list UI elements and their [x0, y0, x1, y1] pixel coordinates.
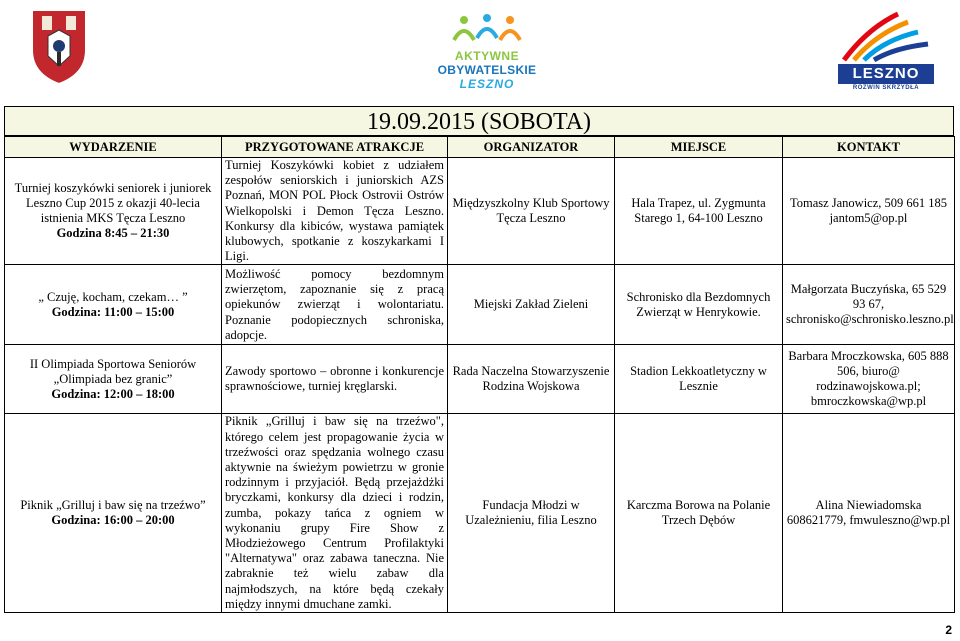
event-time: Godzina 8:45 – 21:30: [56, 226, 170, 241]
event-cell: [5, 265, 222, 345]
leszno-logo: [838, 8, 936, 92]
event-time: Godzina: 16:00 – 20:00: [51, 513, 175, 528]
event-name: II Olimpiada Sportowa Seniorów „Olimpiada bez granic”: [29, 356, 197, 386]
place-cell: Schronisko dla Bezdomnych Zwierząt w Henrykowie.: [615, 265, 783, 345]
organizer-cell: Międzyszkolny Klub Sportowy Tęcza Leszno: [448, 158, 615, 265]
attractions-cell: Zawody sportowo – obronne i konkurencje sprawnościowe, turniej kręglarski.: [222, 345, 448, 414]
organizer-cell: Fundacja Młodzi w Uzależnieniu, filia Leszno: [448, 414, 615, 613]
contact-cell: Barbara Mroczkowska, 605 888 506, biuro@ rodzinawojskowa.pl; bmroczkowska@wp.pl: [783, 345, 955, 414]
logo-line-2: OBYWATELSKIE: [437, 63, 537, 77]
col-header-attractions: PRZYGOTOWANE ATRAKCJE: [222, 137, 448, 158]
people-icon: [452, 12, 522, 44]
contact-cell: Małgorzata Buczyńska, 65 529 93 67, schronisko@schronisko.leszno.pl: [783, 265, 955, 345]
organizer-cell: Miejski Zakład Zieleni: [448, 265, 615, 345]
leszno-wordmark: LESZNO: [838, 64, 934, 84]
col-header-contact: KONTAKT: [783, 137, 955, 158]
table-header-row: [5, 137, 955, 158]
table-row: [5, 158, 955, 265]
place-cell: Karczma Borowa na Polanie Trzech Dębów: [615, 414, 783, 613]
coat-of-arms-icon: [28, 6, 90, 86]
page-number: 2: [945, 623, 952, 637]
event-cell: [5, 414, 222, 613]
logo-line-1: AKTYWNE: [454, 49, 520, 63]
event-cell: [5, 158, 222, 265]
events-table: [4, 136, 955, 613]
event-time: Godzina: 12:00 – 18:00: [51, 386, 175, 401]
event-time: Godzina: 11:00 – 15:00: [51, 304, 175, 319]
wings-icon: [838, 8, 936, 64]
organizer-cell: Rada Naczelna Stowarzyszenie Rodzina Wojskowa: [448, 345, 615, 414]
attractions-cell: Piknik „Grilluj i baw się na trzeźwo", którego celem jest propagowanie życia w trzeźwości oraz spędzania wolnego czasu aktywnie na świeżym powietrzu w gronie rodzinnym i przyjaciół. Będą przejażdżki bryczkami, konkursy dla dzieci i rodzin, zumba, pokazy tańca z ogniem w wykonaniu grupy Fire Show z Młodzieżowego Centrum Profilaktyki "Alternatywa" oraz zabawa taneczna. Nie zabraknie też wielu zabaw dla najmłodszych, na które będą czekały między innymi dmuchane zamki.: [222, 414, 448, 613]
leszno-tagline: ROZWIŃ SKRZYDŁA: [852, 85, 920, 91]
table-row: [5, 345, 955, 414]
contact-cell: Tomasz Janowicz, 509 661 185 jantom5@op.pl: [783, 158, 955, 265]
aktywne-obywatelskie-logo: [412, 12, 562, 92]
logo-line-3: LESZNO: [459, 77, 515, 91]
event-cell: [5, 345, 222, 414]
event-name: „ Czuję, kocham, czekam… ”: [38, 289, 188, 304]
attractions-cell: Turniej Koszykówki kobiet z udziałem zespołów seniorskich i juniorskich AZS Poznań, MON POL Płock Ostrovii Ostrów Wielkopolski i Demon Tęcza Leszno. Konkursy dla kibiców, wystawa pamiątek klubowych, spotkanie z koszykarkami I Ligi.: [222, 158, 448, 265]
col-header-organizer: ORGANIZATOR: [448, 137, 615, 158]
attractions-cell: Możliwość pomocy bezdomnym zwierzętom, zapoznanie się z pracą opiekunów zwierząt i wolontariatu. Poznanie podopiecznych schroniska, adopcje.: [222, 265, 448, 345]
col-header-place: MIEJSCE: [615, 137, 783, 158]
col-header-event: WYDARZENIE: [5, 137, 222, 158]
table-row: [5, 414, 955, 613]
place-cell: Stadion Lekkoatletyczny w Lesznie: [615, 345, 783, 414]
event-name: Turniej koszykówki seniorek i juniorek Leszno Cup 2015 z okazji 40-lecia istnienia MKS Tęcza Leszno: [14, 181, 212, 226]
page-title: 19.09.2015 (SOBOTA): [4, 106, 954, 136]
contact-cell: Alina Niewiadomska 608621779, fmwuleszno@wp.pl: [783, 414, 955, 613]
table-row: [5, 265, 955, 345]
event-name: Piknik „Grilluj i baw się na trzeźwo”: [20, 498, 206, 513]
place-cell: Hala Trapez, ul. Zygmunta Starego 1, 64-100 Leszno: [615, 158, 783, 265]
